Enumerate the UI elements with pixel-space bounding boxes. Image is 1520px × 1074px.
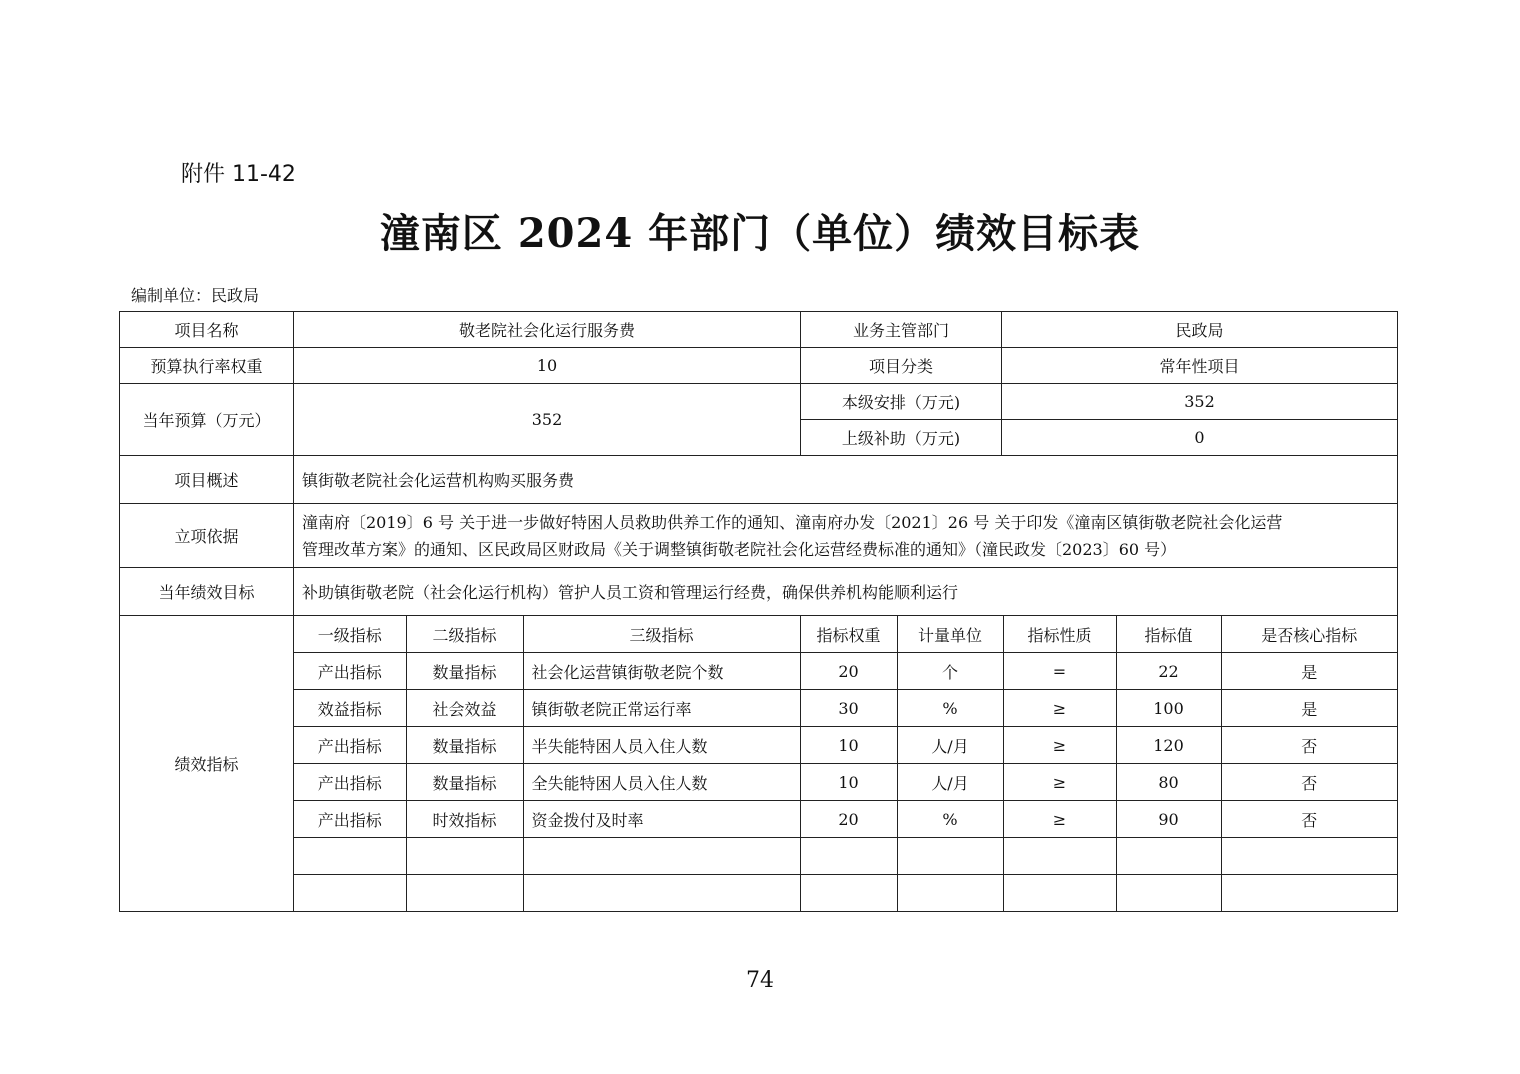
indicator-cell: 30 bbox=[800, 690, 897, 727]
indicators-header-row bbox=[294, 616, 1397, 653]
indicators-cell bbox=[294, 616, 1398, 912]
indicator-cell: 数量指标 bbox=[406, 764, 523, 801]
indicator-cell: 产出指标 bbox=[294, 653, 406, 690]
indicator-cell: 半失能特困人员入住人数 bbox=[523, 727, 800, 764]
indicator-row bbox=[294, 727, 1397, 764]
indicator-cell: 22 bbox=[1116, 653, 1221, 690]
indicator-cell: 时效指标 bbox=[406, 801, 523, 838]
indicator-header-cell: 三级指标 bbox=[523, 616, 800, 653]
goal-value: 补助镇街敬老院（社会化运行机构）管护人员工资和管理运行经费，确保供养机构能顺利运行 bbox=[294, 568, 1398, 616]
project-name-value: 敬老院社会化运行服务费 bbox=[294, 312, 801, 348]
project-name-label: 项目名称 bbox=[120, 312, 294, 348]
indicator-cell: ≥ bbox=[1003, 727, 1116, 764]
indicator-header-cell: 计量单位 bbox=[897, 616, 1003, 653]
indicator-cell bbox=[406, 875, 523, 912]
indicator-cell: 20 bbox=[800, 801, 897, 838]
performance-target-table bbox=[119, 311, 1398, 912]
basis-label: 立项依据 bbox=[120, 504, 294, 568]
upper-subsidy-label: 上级补助（万元) bbox=[801, 420, 1002, 456]
indicator-cell: 100 bbox=[1116, 690, 1221, 727]
category-value: 常年性项目 bbox=[1002, 348, 1398, 384]
indicator-cell bbox=[1221, 838, 1397, 875]
indicator-cell bbox=[523, 875, 800, 912]
indicator-row bbox=[294, 875, 1397, 912]
indicator-row bbox=[294, 838, 1397, 875]
indicator-header-cell: 指标性质 bbox=[1003, 616, 1116, 653]
indicator-cell: 120 bbox=[1116, 727, 1221, 764]
indicator-cell bbox=[897, 875, 1003, 912]
indicator-cell: 是 bbox=[1221, 653, 1397, 690]
indicator-cell: 人/月 bbox=[897, 764, 1003, 801]
indicator-row bbox=[294, 653, 1397, 690]
dept-value: 民政局 bbox=[1002, 312, 1398, 348]
indicator-cell: ≥ bbox=[1003, 801, 1116, 838]
indicator-row bbox=[294, 690, 1397, 727]
indicator-cell bbox=[1116, 838, 1221, 875]
indicator-cell: 产出指标 bbox=[294, 727, 406, 764]
indicator-cell: 个 bbox=[897, 653, 1003, 690]
indicator-cell: 资金拨付及时率 bbox=[523, 801, 800, 838]
indicator-cell: 10 bbox=[800, 727, 897, 764]
indicator-cell: ≥ bbox=[1003, 690, 1116, 727]
indicator-cell: 数量指标 bbox=[406, 727, 523, 764]
indicator-cell: 镇街敬老院正常运行率 bbox=[523, 690, 800, 727]
exec-weight-label: 预算执行率权重 bbox=[120, 348, 294, 384]
budget-value: 352 bbox=[294, 384, 801, 456]
indicator-cell bbox=[800, 875, 897, 912]
indicator-cell: 社会效益 bbox=[406, 690, 523, 727]
indicator-cell: 数量指标 bbox=[406, 653, 523, 690]
indicator-cell: 产出指标 bbox=[294, 764, 406, 801]
category-label: 项目分类 bbox=[801, 348, 1002, 384]
indicator-cell: 否 bbox=[1221, 727, 1397, 764]
indicator-cell bbox=[294, 875, 406, 912]
indicator-cell bbox=[1003, 875, 1116, 912]
indicator-cell: 社会化运营镇街敬老院个数 bbox=[523, 653, 800, 690]
indicator-cell: 全失能特困人员入住人数 bbox=[523, 764, 800, 801]
indicators-label: 绩效指标 bbox=[120, 616, 294, 912]
indicator-cell bbox=[294, 838, 406, 875]
local-funding-value: 352 bbox=[1002, 384, 1398, 420]
indicator-cell bbox=[406, 838, 523, 875]
dept-label: 业务主管部门 bbox=[801, 312, 1002, 348]
page-number: 74 bbox=[746, 968, 774, 993]
indicator-row bbox=[294, 801, 1397, 838]
indicator-cell: 效益指标 bbox=[294, 690, 406, 727]
basis-line-2: 管理改革方案》的通知、区民政局区财政局《关于调整镇街敬老院社会化运营经费标准的通知》（潼民政发〔2023〕60 号） bbox=[302, 539, 1177, 559]
local-funding-label: 本级安排（万元) bbox=[801, 384, 1002, 420]
upper-subsidy-value: 0 bbox=[1002, 420, 1398, 456]
indicator-cell: 是 bbox=[1221, 690, 1397, 727]
indicator-cell: 20 bbox=[800, 653, 897, 690]
attachment-number: 附件 11-42 bbox=[181, 162, 296, 187]
indicator-cell bbox=[1003, 838, 1116, 875]
indicator-cell: 产出指标 bbox=[294, 801, 406, 838]
indicator-cell: 人/月 bbox=[897, 727, 1003, 764]
indicator-cell: 否 bbox=[1221, 801, 1397, 838]
indicator-cell bbox=[897, 838, 1003, 875]
indicator-cell: % bbox=[897, 801, 1003, 838]
indicator-header-cell: 指标权重 bbox=[800, 616, 897, 653]
compiling-unit: 编制单位：民政局 bbox=[131, 286, 260, 305]
indicator-row bbox=[294, 764, 1397, 801]
indicator-cell bbox=[523, 838, 800, 875]
basis-line-1: 潼南府〔2019〕6 号 关于进一步做好特困人员救助供养工作的通知、潼南府办发〔2021〕26 号 关于印发《潼南区镇街敬老院社会化运营 bbox=[302, 512, 1283, 532]
indicators-table bbox=[294, 616, 1397, 911]
indicator-cell: 否 bbox=[1221, 764, 1397, 801]
indicator-header-cell: 是否核心指标 bbox=[1221, 616, 1397, 653]
indicator-header-cell: 一级指标 bbox=[294, 616, 406, 653]
indicator-cell bbox=[1116, 875, 1221, 912]
indicator-cell bbox=[800, 838, 897, 875]
indicator-header-cell: 指标值 bbox=[1116, 616, 1221, 653]
exec-weight-value: 10 bbox=[294, 348, 801, 384]
indicator-cell: ≥ bbox=[1003, 764, 1116, 801]
goal-label: 当年绩效目标 bbox=[120, 568, 294, 616]
indicator-cell bbox=[1221, 875, 1397, 912]
overview-value: 镇街敬老院社会化运营机构购买服务费 bbox=[294, 456, 1398, 504]
indicator-cell: % bbox=[897, 690, 1003, 727]
indicator-cell: 10 bbox=[800, 764, 897, 801]
budget-label: 当年预算（万元） bbox=[120, 384, 294, 456]
indicator-header-cell: 二级指标 bbox=[406, 616, 523, 653]
indicator-cell: = bbox=[1003, 653, 1116, 690]
basis-value bbox=[294, 504, 1398, 568]
document-title: 潼南区 2024 年部门（单位）绩效目标表 bbox=[379, 210, 1141, 257]
indicator-cell: 80 bbox=[1116, 764, 1221, 801]
overview-label: 项目概述 bbox=[120, 456, 294, 504]
indicator-cell: 90 bbox=[1116, 801, 1221, 838]
